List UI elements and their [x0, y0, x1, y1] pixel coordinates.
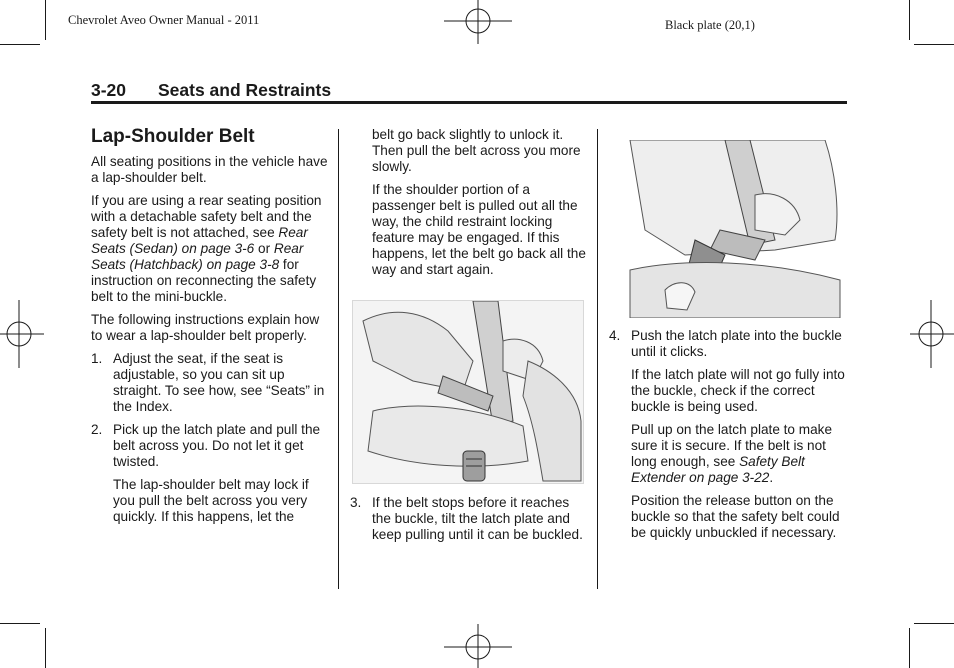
- list-item: [350, 495, 590, 543]
- manual-title: Chevrolet Aveo Owner Manual - 2011: [68, 13, 260, 27]
- column-divider: [338, 129, 339, 589]
- crop-mark: [45, 0, 46, 40]
- step-number: 1.: [91, 351, 103, 366]
- hands-belt-drawing: [353, 301, 583, 483]
- crop-mark: [914, 44, 954, 45]
- paragraph-text: for instruction on reconnecting the safety belt to the mini-buckle.: [91, 257, 317, 304]
- step-number: 3.: [350, 495, 362, 510]
- column-1: [91, 126, 331, 532]
- step-text: Push the latch plate into the buckle until it clicks.: [631, 328, 842, 359]
- registration-mark-left: [0, 298, 44, 370]
- list-item: [609, 328, 849, 360]
- indented-note: Position the release button on the buckle so that the safety belt could be quickly unbuckled if necessary.: [631, 493, 840, 540]
- crop-mark: [0, 44, 40, 45]
- crop-mark: [0, 623, 40, 624]
- registration-mark-right: [910, 298, 954, 370]
- indented-note: If the latch plate will not go fully into the buckle, check if the correct buckle is being used.: [631, 367, 845, 414]
- cross-reference-link[interactable]: Rear Seats (Sedan) on page 3-6: [91, 225, 308, 256]
- illustration-push-latch-plate: [625, 140, 845, 318]
- paragraph: The following instructions explain how to wear a lap-shoulder belt properly.: [91, 312, 320, 343]
- paragraph-text: If you are using a rear seating position with a detachable safety belt and the safety belt is not attached, see: [91, 193, 322, 240]
- illustration-tilt-latch-plate: [352, 300, 584, 484]
- registration-mark-top: [442, 0, 514, 44]
- list-item: [91, 422, 331, 470]
- section-title: Seats and Restraints: [158, 80, 332, 100]
- step-number: 4.: [609, 328, 621, 343]
- indented-note: The lap-shoulder belt may lock if you pull the belt across you very quickly. If this happens, let the: [113, 477, 309, 524]
- paragraph-text: Pull up on the latch plate to make sure it is secure. If the belt is not long enough, see: [631, 422, 833, 469]
- cross-reference-link[interactable]: Rear Seats (Hatchback) on page 3-8: [91, 241, 304, 272]
- paragraph-text: or: [254, 241, 274, 256]
- crop-mark: [909, 628, 910, 668]
- step-text: Adjust the seat, if the seat is adjustable, so you can sit up straight. To see how, see “Seats” in the Index.: [113, 351, 325, 414]
- crop-mark: [914, 623, 954, 624]
- paragraph-text: .: [769, 470, 774, 485]
- buckle-drawing: [625, 140, 845, 318]
- paragraph: [91, 193, 331, 305]
- indented-note: belt go back slightly to unlock it. Then pull the belt across you more slowly.: [372, 127, 581, 174]
- indented-note: [609, 422, 849, 486]
- cross-reference-link[interactable]: Safety Belt Extender on page 3-22: [631, 454, 805, 485]
- column-2: [350, 127, 590, 285]
- page-number: 3-20: [91, 80, 127, 100]
- crop-mark: [45, 628, 46, 668]
- column-3: [609, 328, 849, 548]
- list-item: [91, 351, 331, 415]
- step-number: 2.: [91, 422, 103, 437]
- plate-label: Black plate (20,1): [665, 18, 755, 32]
- column-divider: [597, 129, 598, 589]
- crop-mark: [909, 0, 910, 40]
- page-heading: Lap-Shoulder Belt: [91, 126, 255, 147]
- registration-mark-bottom: [442, 624, 514, 668]
- column-2-lower: [350, 495, 590, 550]
- header-rule: [91, 101, 847, 104]
- indented-note: If the shoulder portion of a passenger belt is pulled out all the way, the child restraint locking feature may be engaged. If this happens, let the belt go back all the way and start again.: [372, 182, 586, 277]
- step-text: Pick up the latch plate and pull the belt across you. Do not let it get twisted.: [113, 422, 321, 469]
- paragraph: All seating positions in the vehicle have a lap-shoulder belt.: [91, 154, 328, 185]
- step-text: If the belt stops before it reaches the buckle, tilt the latch plate and keep pulling until it can be buckled.: [372, 495, 583, 542]
